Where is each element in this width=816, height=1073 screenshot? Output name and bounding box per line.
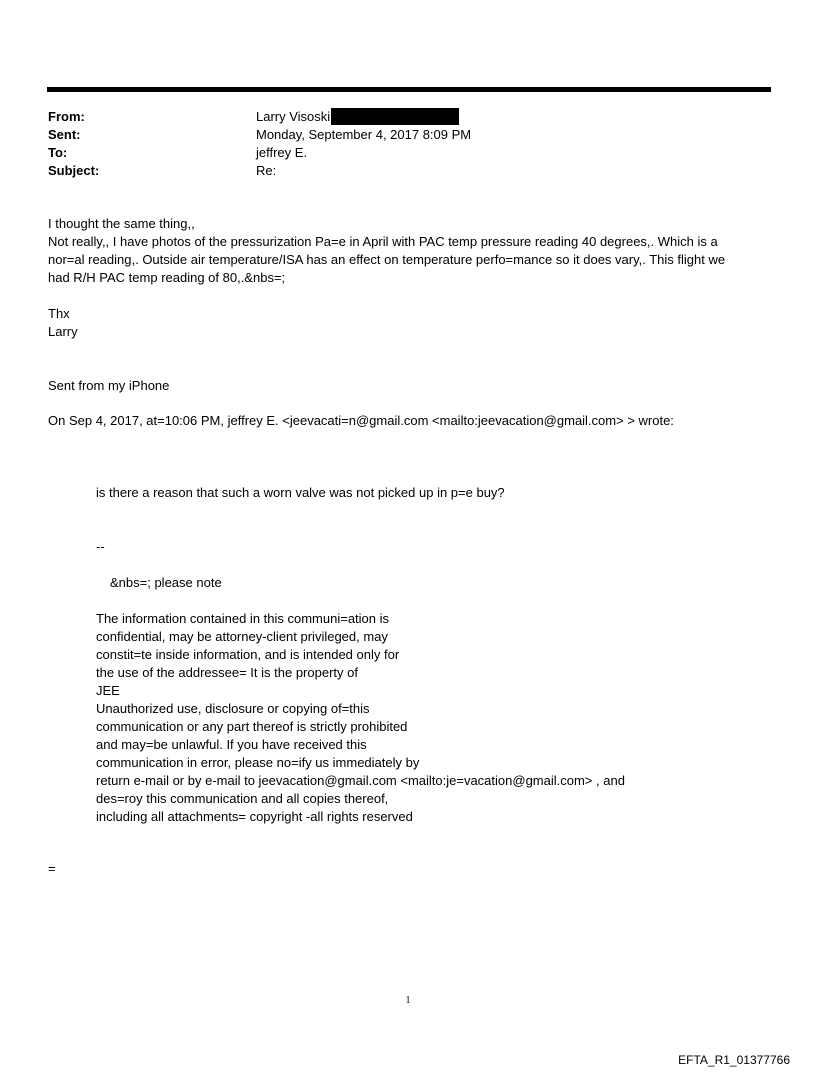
from-label: From: bbox=[48, 109, 85, 124]
from-name: Larry Visoski bbox=[256, 109, 331, 124]
disclaimer-line: Unauthorized use, disclosure or copying of=this bbox=[96, 701, 370, 716]
message-body bbox=[48, 215, 764, 287]
quoted-question: is there a reason that such a worn valve was not picked up in p=e buy? bbox=[96, 485, 505, 500]
disclaimer-line: The information contained in this communi=ation is bbox=[96, 611, 390, 626]
subject-label: Subject: bbox=[48, 163, 100, 178]
disclaimer-line: des=roy this communication and all copies thereof, bbox=[96, 791, 389, 806]
thanks-text: Thx bbox=[48, 306, 70, 321]
confidentiality-disclaimer bbox=[96, 610, 625, 826]
sent-value: Monday, September 4, 2017 8:09 PM bbox=[256, 127, 472, 142]
header-sent-row bbox=[48, 126, 748, 144]
disclaimer-line: JEE bbox=[96, 683, 120, 698]
from-value bbox=[256, 108, 459, 126]
disclaimer-line: and may=be unlawful. If you have received this bbox=[96, 737, 367, 752]
sent-label: Sent: bbox=[48, 127, 81, 142]
disclaimer-line: confidential, may be attorney-client privileged, may bbox=[96, 629, 388, 644]
to-label: To: bbox=[48, 145, 68, 160]
signature-name: Larry bbox=[48, 324, 78, 339]
header-from-row bbox=[48, 108, 748, 126]
page-number: 1 bbox=[405, 995, 411, 1006]
body-line: I thought the same thing,, bbox=[48, 216, 195, 231]
body-line: nor=al reading,. Outside air temperature/ISA has an effect on temperature perfo=mance so it does vary,. This flight we bbox=[48, 252, 726, 267]
disclaimer-line: constit=te inside information, and is intended only for bbox=[96, 647, 400, 662]
header-to-row bbox=[48, 144, 748, 162]
please-note: &nbs=; please note bbox=[110, 575, 222, 590]
header-rule bbox=[47, 87, 771, 92]
body-line: Not really,, I have photos of the pressurization Pa=e in April with PAC temp pressure reading 40 degrees,. Which is a bbox=[48, 234, 718, 249]
disclaimer-line: communication or any part thereof is strictly prohibited bbox=[96, 719, 408, 734]
sent-from-line: Sent from my iPhone bbox=[48, 378, 170, 393]
to-value: jeffrey E. bbox=[256, 145, 308, 160]
redaction-box bbox=[331, 108, 459, 125]
disclaimer-line: the use of the addressee= It is the property of bbox=[96, 665, 358, 680]
trailing-equals: = bbox=[48, 861, 56, 876]
header-subject-row bbox=[48, 162, 748, 180]
subject-value: Re: bbox=[256, 163, 277, 178]
quote-header: On Sep 4, 2017, at=10:06 PM, jeffrey E. <jeevacati=n@gmail.com <mailto:jeevacation@gmail.com> > wrote: bbox=[48, 413, 674, 428]
bates-number: EFTA_R1_01377766 bbox=[678, 1053, 790, 1067]
body-line: had R/H PAC temp reading of 80,.&nbs=; bbox=[48, 270, 286, 285]
disclaimer-line: including all attachments= copyright -all rights reserved bbox=[96, 809, 413, 824]
disclaimer-line: communication in error, please no=ify us immediately by bbox=[96, 755, 420, 770]
disclaimer-line: return e-mail or by e-mail to jeevacation@gmail.com <mailto:je=vacation@gmail.com> , and bbox=[96, 773, 625, 788]
signature-dashes: -- bbox=[96, 539, 105, 554]
